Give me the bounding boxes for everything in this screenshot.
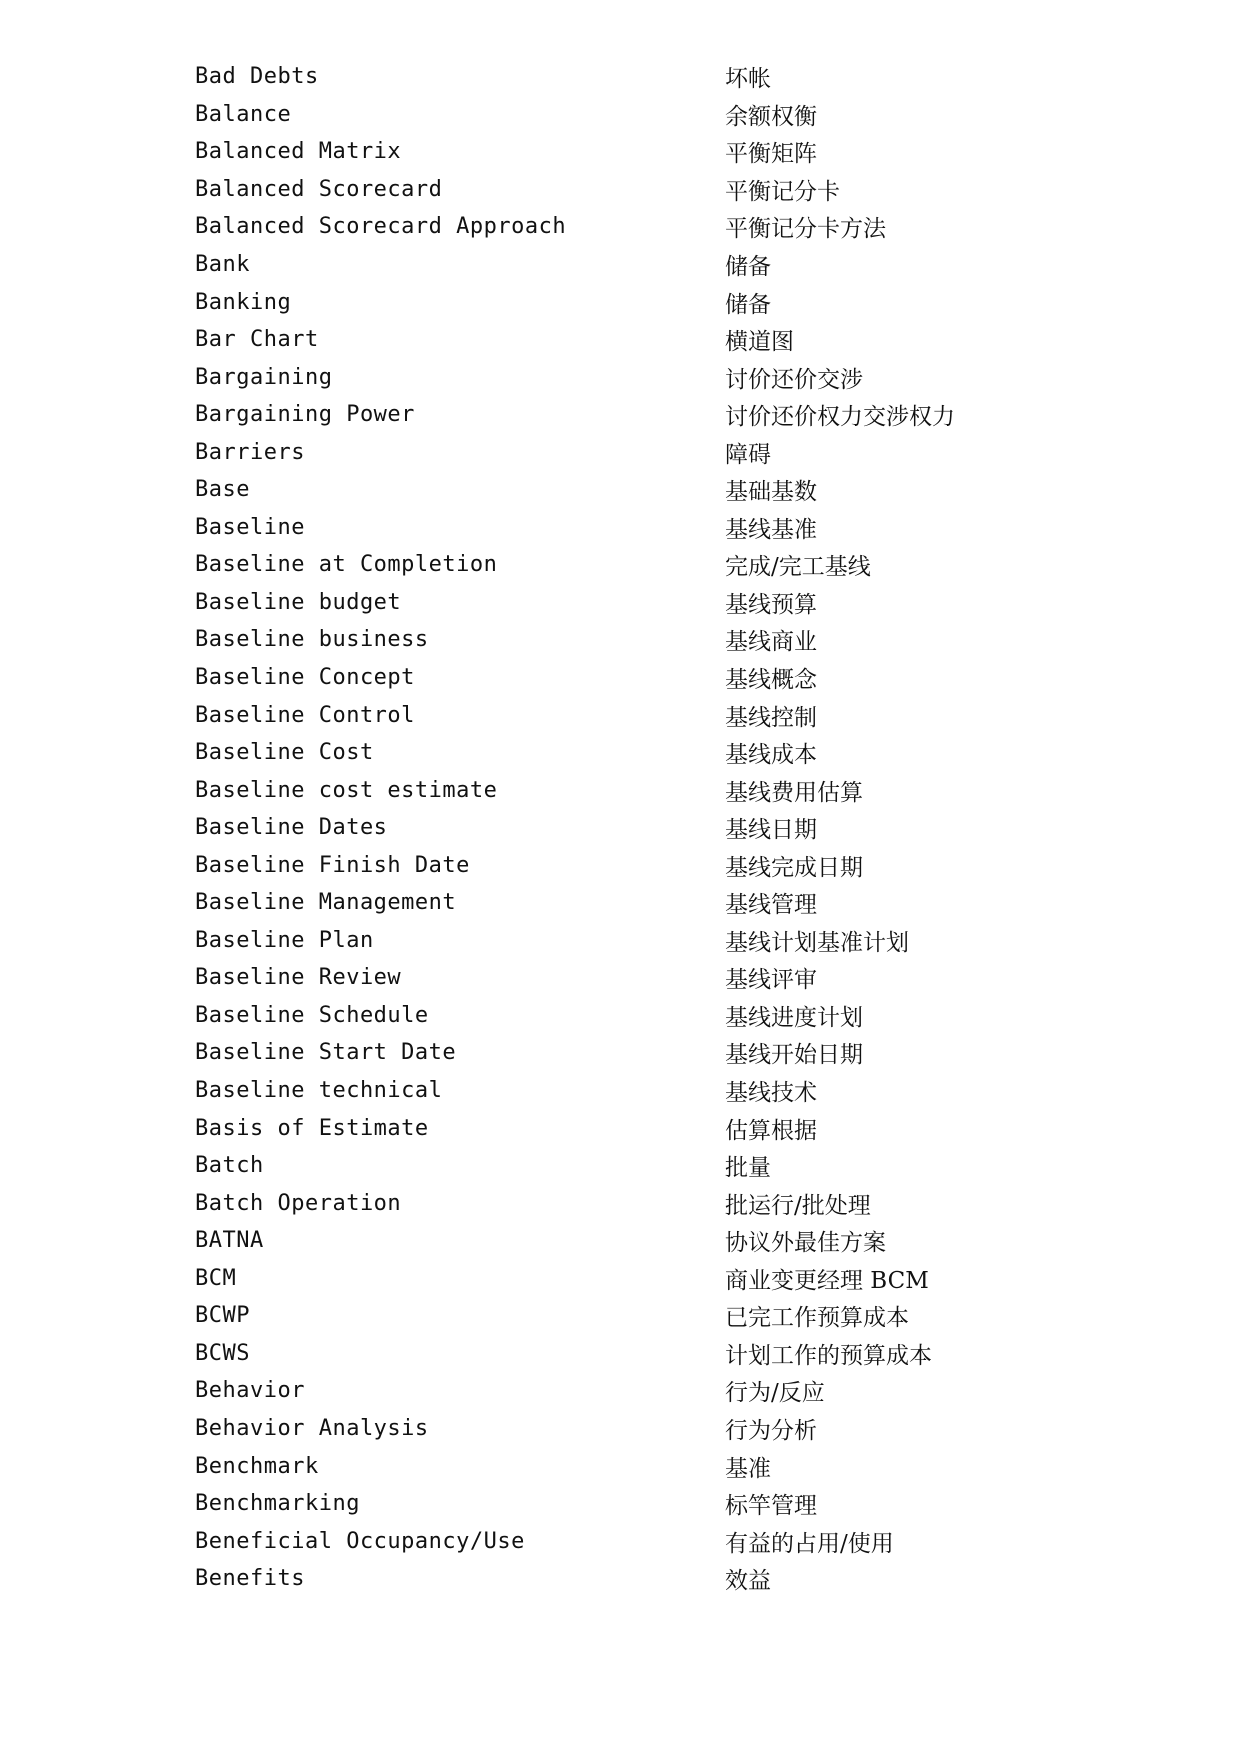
english-term: Bank <box>195 252 250 277</box>
glossary-row <box>195 1109 1095 1147</box>
glossary-row <box>195 1184 1095 1222</box>
chinese-translation: 标竿管理 <box>725 1493 817 1520</box>
glossary-row <box>195 321 1095 359</box>
english-term: Balanced Matrix <box>195 139 402 165</box>
glossary-row <box>195 959 1095 997</box>
glossary-row <box>195 1072 1095 1110</box>
chinese-translation: 基线评审 <box>725 967 817 994</box>
english-term: Bargaining Power <box>195 402 415 428</box>
english-term: Baseline Management <box>195 890 457 916</box>
chinese-translation: 基础基数 <box>725 479 817 506</box>
chinese-translation: 平衡记分卡方法 <box>725 216 886 243</box>
chinese-translation: 障碍 <box>725 441 771 468</box>
glossary-row <box>195 1522 1095 1560</box>
english-term: Batch <box>195 1153 264 1179</box>
glossary-row <box>195 283 1095 321</box>
chinese-translation: 基线完成日期 <box>725 854 863 881</box>
glossary-row <box>195 1147 1095 1185</box>
glossary-row <box>195 358 1095 396</box>
chinese-translation: 讨价还价权力交涉权力 <box>725 404 955 431</box>
english-term: Benchmarking <box>195 1491 360 1517</box>
chinese-translation: 讨价还价交涉 <box>725 366 863 393</box>
chinese-translation: 行为/反应 <box>725 1380 825 1407</box>
chinese-translation: 储备 <box>725 254 771 280</box>
english-term: Behavior <box>195 1378 305 1404</box>
glossary-row <box>195 734 1095 772</box>
glossary-row <box>195 1335 1095 1373</box>
english-term: Bar Chart <box>195 327 319 353</box>
chinese-translation: 已完工作预算成本 <box>725 1305 909 1332</box>
chinese-translation: 平衡矩阵 <box>725 141 817 168</box>
chinese-translation: 基线管理 <box>725 892 817 919</box>
glossary-row <box>195 433 1095 471</box>
english-term: Base <box>195 477 250 503</box>
chinese-translation: 余额权衡 <box>725 103 817 130</box>
chinese-translation: 基线费用估算 <box>725 779 863 806</box>
glossary-row <box>195 96 1095 134</box>
english-term: Bargaining <box>195 364 333 390</box>
glossary-row <box>195 1222 1095 1260</box>
chinese-translation: 有益的占用/使用 <box>725 1530 894 1557</box>
glossary-row <box>195 1297 1095 1335</box>
glossary-row <box>195 584 1095 622</box>
glossary-row <box>195 1260 1095 1298</box>
chinese-translation: 完成/完工基线 <box>725 554 871 581</box>
english-term: Baseline <box>195 514 305 540</box>
chinese-translation: 平衡记分卡 <box>725 178 840 205</box>
glossary-row <box>195 1372 1095 1410</box>
english-term: BCWS <box>195 1340 250 1366</box>
glossary-row <box>195 922 1095 960</box>
glossary-row <box>195 1485 1095 1523</box>
glossary-row <box>195 997 1095 1035</box>
chinese-translation: 基线计划基准计划 <box>725 929 909 956</box>
glossary-row <box>195 846 1095 884</box>
chinese-translation: 行为分析 <box>725 1417 817 1444</box>
glossary-row <box>195 133 1095 171</box>
chinese-translation: 效益 <box>725 1568 771 1595</box>
chinese-translation: 基线预算 <box>725 591 817 618</box>
english-term: Batch Operation <box>195 1190 402 1216</box>
english-term: BCM <box>195 1265 237 1291</box>
english-term: Baseline Review <box>195 965 402 991</box>
english-term: Baseline business <box>195 627 429 653</box>
english-term: Baseline Schedule <box>195 1002 429 1028</box>
english-term: Baseline Finish Date <box>195 852 470 878</box>
english-term: Benchmark <box>195 1453 319 1479</box>
english-term: Baseline Concept <box>195 665 415 691</box>
english-term: Baseline Plan <box>195 927 374 953</box>
chinese-translation: 基线控制 <box>725 704 817 731</box>
english-term: BATNA <box>195 1228 264 1254</box>
english-term: Baseline Control <box>195 702 415 728</box>
chinese-translation: 基线基准 <box>725 516 817 543</box>
glossary-row <box>195 809 1095 847</box>
chinese-translation: 横道图 <box>725 329 794 356</box>
glossary-row <box>195 171 1095 209</box>
english-term: Balanced Scorecard Approach <box>195 214 567 240</box>
english-term: Baseline at Completion <box>195 552 498 578</box>
english-term: Balanced Scorecard <box>195 176 443 202</box>
chinese-translation: 基线技术 <box>725 1080 817 1107</box>
english-term: Balance <box>195 101 292 127</box>
chinese-translation: 基准 <box>725 1455 771 1482</box>
english-term: Basis of Estimate <box>195 1115 429 1141</box>
glossary-row <box>195 246 1095 284</box>
glossary-row <box>195 621 1095 659</box>
chinese-translation: 估算根据 <box>725 1117 817 1144</box>
english-term: Baseline Dates <box>195 815 388 841</box>
glossary-row <box>195 471 1095 509</box>
chinese-translation: 储备 <box>725 291 771 318</box>
english-term: Baseline Start Date <box>195 1040 457 1066</box>
chinese-translation: 批运行/批处理 <box>725 1192 871 1219</box>
english-term: Baseline technical <box>195 1078 443 1104</box>
english-term: Baseline budget <box>195 589 402 615</box>
glossary-row <box>195 696 1095 734</box>
glossary-row <box>195 771 1095 809</box>
english-term: Behavior Analysis <box>195 1415 429 1441</box>
english-term: Bad Debts <box>195 64 319 90</box>
english-term: Beneficial Occupancy/Use <box>195 1528 525 1554</box>
chinese-translation: 批量 <box>725 1155 771 1182</box>
glossary-row <box>195 509 1095 547</box>
english-term: BCWP <box>195 1303 250 1329</box>
glossary-row <box>195 659 1095 697</box>
chinese-translation: 坏帐 <box>725 66 771 93</box>
english-term: Banking <box>195 289 292 315</box>
glossary-row <box>195 58 1095 96</box>
chinese-translation: 基线进度计划 <box>725 1004 863 1031</box>
glossary-row <box>195 884 1095 922</box>
chinese-translation: 协议外最佳方案 <box>725 1230 886 1257</box>
chinese-translation: 基线概念 <box>725 667 817 694</box>
glossary-row <box>195 1447 1095 1485</box>
chinese-translation: 基线商业 <box>725 629 817 656</box>
glossary-table <box>195 58 1095 1597</box>
english-term: Benefits <box>195 1566 305 1592</box>
english-term: Barriers <box>195 439 305 465</box>
glossary-row <box>195 208 1095 246</box>
english-term: Baseline cost estimate <box>195 777 498 803</box>
glossary-row <box>195 396 1095 434</box>
glossary-row <box>195 546 1095 584</box>
chinese-translation: 计划工作的预算成本 <box>725 1342 932 1369</box>
chinese-translation: 基线开始日期 <box>725 1042 863 1069</box>
chinese-translation: 基线成本 <box>725 742 817 769</box>
english-term: Baseline Cost <box>195 740 374 766</box>
chinese-translation: 商业变更经理 BCM <box>725 1267 929 1294</box>
glossary-row <box>195 1410 1095 1448</box>
glossary-row <box>195 1560 1095 1598</box>
chinese-translation: 基线日期 <box>725 817 817 844</box>
glossary-row <box>195 1034 1095 1072</box>
